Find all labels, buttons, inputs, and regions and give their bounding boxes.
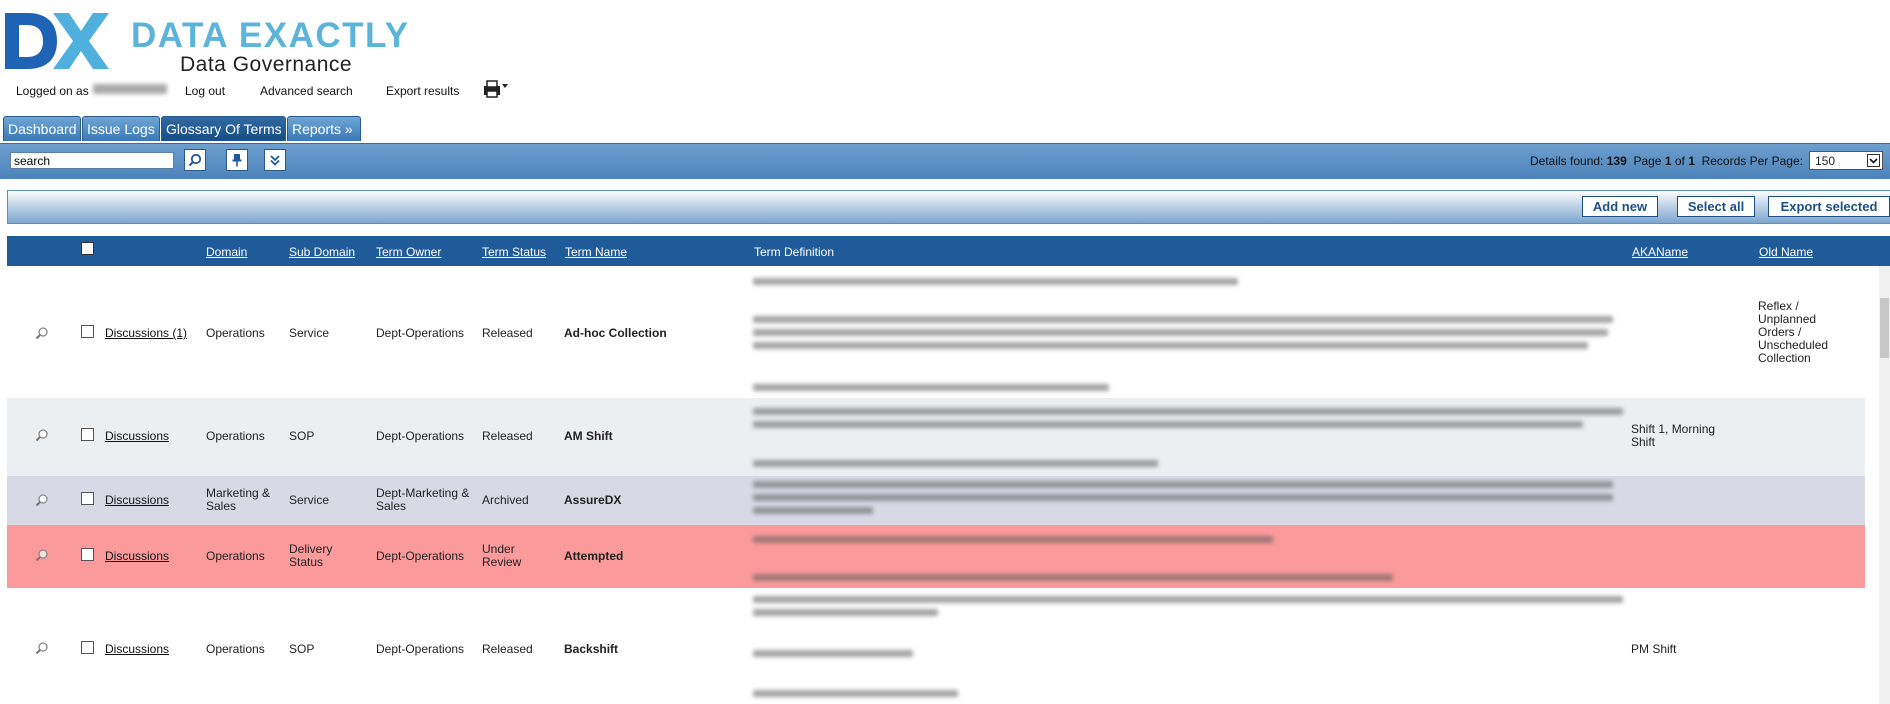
dx-logo-icon [5, 11, 111, 71]
term-status-cell: Archived [482, 493, 529, 507]
redacted-definition [753, 596, 1623, 603]
term-name-cell: Backshift [564, 642, 619, 656]
discussions-link[interactable]: Discussions [105, 549, 170, 563]
discussions-link[interactable]: Discussions (1) [105, 326, 188, 340]
view-details-icon[interactable] [35, 326, 49, 340]
double-chevron-down-icon [268, 153, 282, 167]
term-name-cell: AssureDX [564, 493, 622, 507]
advanced-search-link[interactable]: Advanced search [260, 84, 353, 98]
magnifier-icon [188, 153, 202, 167]
table-row[interactable] [7, 266, 1865, 398]
col-sub-domain[interactable]: Sub Domain [289, 245, 356, 259]
redacted-definition [753, 421, 1583, 428]
term-owner-cell: Dept-Operations [376, 549, 465, 563]
redacted-definition [753, 574, 1393, 581]
sub-domain-cell: Service [289, 326, 330, 340]
term-status-cell: Released [482, 326, 533, 340]
action-bar [7, 190, 1890, 224]
tab-glossary-of-terms[interactable]: Glossary Of Terms [161, 116, 286, 141]
term-owner-cell: Dept-Operations [376, 429, 465, 443]
logout-link[interactable]: Log out [185, 84, 226, 98]
redacted-definition [753, 278, 1238, 285]
domain-cell: Operations [206, 326, 265, 340]
col-term-name[interactable]: Term Name [565, 245, 628, 259]
tab-dashboard[interactable]: Dashboard [3, 116, 81, 141]
aka-name-cell: PM Shift [1631, 642, 1677, 656]
select-all-button[interactable]: Select all [1677, 196, 1755, 217]
row-checkbox[interactable] [81, 548, 94, 561]
redacted-definition [753, 316, 1613, 323]
redacted-definition [753, 494, 1613, 501]
details-count: 139 [1606, 154, 1627, 168]
table-header [7, 236, 1890, 266]
sub-domain-cell: Delivery Status [289, 542, 333, 569]
redacted-definition [753, 650, 913, 657]
sub-domain-cell: SOP [289, 429, 315, 443]
scrollbar-thumb[interactable] [1880, 298, 1889, 358]
old-name-cell: Reflex / Unplanned Orders / Unscheduled Collection [1758, 299, 1829, 365]
search-toolbar [0, 143, 1890, 179]
redacted-definition [753, 481, 1613, 488]
redacted-definition [753, 408, 1623, 415]
term-name-cell: Attempted [564, 549, 624, 563]
view-details-icon[interactable] [35, 548, 49, 562]
term-owner-cell: Dept-Marketing & Sales [376, 486, 470, 513]
redacted-definition [753, 329, 1608, 336]
page-total: 1 [1688, 154, 1695, 168]
domain-cell: Operations [206, 549, 265, 563]
brand-subtitle: Data Governance [180, 53, 353, 76]
term-status-cell: Under Review [482, 542, 522, 569]
sub-domain-cell: SOP [289, 642, 315, 656]
tab-reports[interactable]: Reports » [287, 116, 361, 141]
term-name-cell: AM Shift [564, 429, 613, 443]
discussions-link[interactable]: Discussions [105, 493, 170, 507]
records-per-page-select[interactable]: 150 [1809, 151, 1883, 170]
brand-title: DATA EXACTLY [131, 16, 410, 55]
redacted-definition [753, 536, 1273, 543]
select-all-checkbox[interactable] [81, 242, 94, 255]
add-new-button[interactable]: Add new [1582, 196, 1658, 217]
row-checkbox[interactable] [81, 325, 94, 338]
row-checkbox[interactable] [81, 492, 94, 505]
table-row[interactable] [7, 588, 1865, 704]
view-details-icon[interactable] [35, 641, 49, 655]
term-status-cell: Released [482, 642, 533, 656]
col-old-name[interactable]: Old Name [1759, 245, 1814, 259]
term-name-cell: Ad-hoc Collection [564, 326, 667, 340]
term-status-cell: Released [482, 429, 533, 443]
table-row[interactable] [7, 476, 1865, 525]
details-found: Details found: 139 Page 1 of 1 Records Per Page: [1530, 154, 1803, 168]
export-selected-button[interactable]: Export selected [1768, 196, 1890, 217]
redacted-definition [753, 384, 1109, 391]
domain-cell: Operations [206, 642, 265, 656]
redacted-definition [753, 460, 1158, 467]
col-term-status[interactable]: Term Status [482, 245, 547, 259]
redacted-definition [753, 690, 958, 697]
page-current: 1 [1664, 154, 1672, 168]
row-checkbox[interactable] [81, 641, 94, 654]
aka-name-cell: Shift 1, Morning Shift [1631, 422, 1716, 449]
tab-issue-logs[interactable]: Issue Logs [82, 116, 160, 141]
row-checkbox[interactable] [81, 428, 94, 441]
col-term-definition: Term Definition [754, 245, 835, 259]
search-button[interactable] [184, 149, 206, 171]
rpp-label: Records Per Page: [1701, 154, 1803, 168]
col-aka-name[interactable]: AKAName [1632, 245, 1689, 259]
table-row[interactable] [7, 398, 1865, 476]
sub-domain-cell: Service [289, 493, 330, 507]
table-row[interactable] [7, 525, 1865, 588]
term-owner-cell: Dept-Operations [376, 326, 465, 340]
redacted-definition [753, 342, 1588, 349]
export-results-link[interactable]: Export results [386, 84, 460, 98]
view-details-icon[interactable] [35, 493, 49, 507]
logged-on-label: Logged on as [16, 84, 89, 98]
expand-search-button[interactable] [264, 149, 286, 171]
domain-cell: Operations [206, 429, 265, 443]
pin-button[interactable] [226, 149, 248, 171]
redacted-definition [753, 507, 873, 514]
username-redacted [93, 84, 167, 94]
domain-cell: Marketing & Sales [206, 486, 271, 513]
chevron-down-icon [1867, 154, 1880, 167]
view-details-icon[interactable] [35, 428, 49, 442]
pin-icon [230, 153, 244, 167]
discussions-link[interactable]: Discussions [105, 429, 170, 443]
search-input[interactable] [10, 152, 174, 169]
redacted-definition [753, 609, 938, 616]
brand-header [5, 6, 425, 76]
printer-icon[interactable] [483, 80, 509, 101]
col-term-owner[interactable]: Term Owner [376, 245, 442, 259]
col-domain[interactable]: Domain [206, 245, 248, 259]
term-owner-cell: Dept-Operations [376, 642, 465, 656]
discussions-link[interactable]: Discussions [105, 642, 170, 656]
